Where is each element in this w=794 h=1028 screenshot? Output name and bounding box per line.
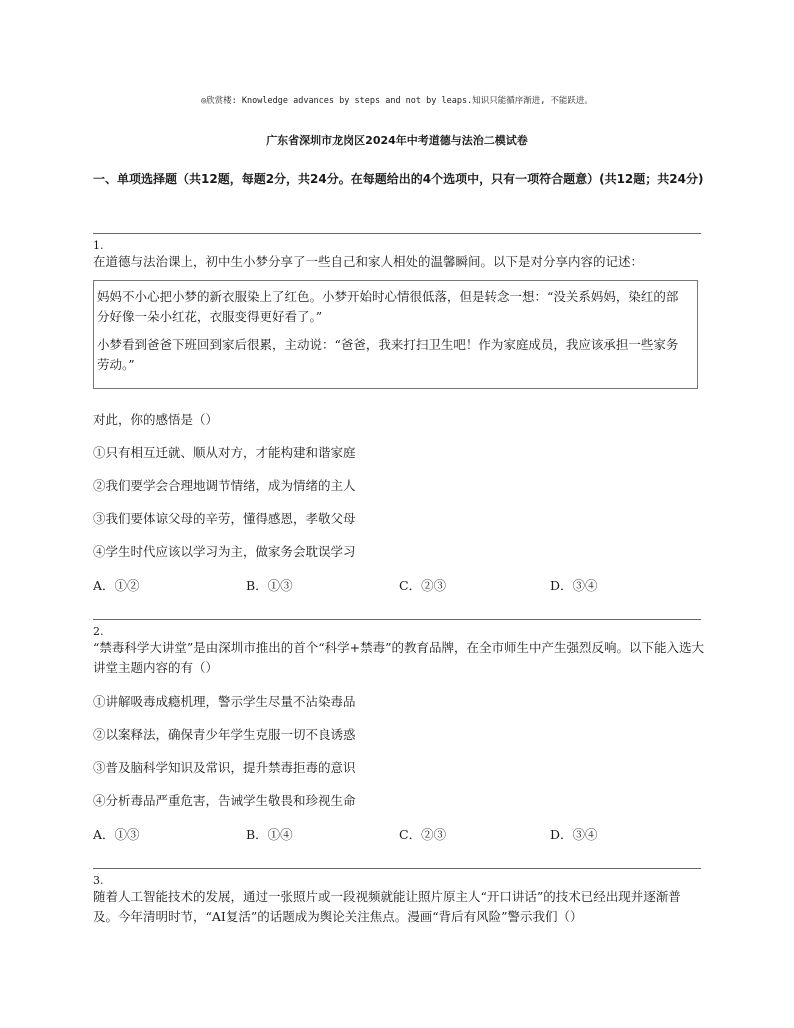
statement: ①讲解吸毒成瘾机理，警示学生尽量不沾染毒品 bbox=[93, 694, 356, 709]
question-number: 2. bbox=[93, 625, 104, 638]
motto: ◎欣赏楼: Knowledge advances by steps and not by leaps.知识只能循序渐进, 不能跃进。 bbox=[201, 96, 593, 106]
statement: ②我们要学会合理地调节情绪，成为情绪的主人 bbox=[93, 478, 356, 493]
question-number: 1. bbox=[93, 239, 104, 252]
question-stem: “禁毒科学大讲堂”是由深圳市推出的首个“科学+禁毒”的教育品牌，在全市师生中产生强烈反响。以下能入选大讲堂主题内容的有（） bbox=[93, 640, 705, 675]
section-heading: 一、单项选择题（共12题，每题2分，共24分。在每题给出的4个选项中，只有一项符合题意）(共12题；共24分) bbox=[93, 172, 704, 186]
option-d[interactable]: D．③④ bbox=[550, 578, 598, 593]
question-divider bbox=[93, 868, 701, 869]
page-title: 广东省深圳市龙岗区2024年中考道德与法治二模试卷 bbox=[266, 134, 528, 147]
quote-paragraph: 小梦看到爸爸下班回到家后很累，主动说：“爸爸，我来打扫卫生吧！作为家庭成员，我应该承担一些家务劳动。” bbox=[97, 337, 679, 372]
statement: ③普及脑科学知识及常识，提升禁毒拒毒的意识 bbox=[93, 760, 356, 775]
option-a[interactable]: A．①② bbox=[93, 578, 140, 593]
question-stem: 随着人工智能技术的发展，通过一张照片或一段视频就能让照片原主人“开口讲话”的技术已经出现并逐渐普及。今年清明时节，“AI复活”的话题成为舆论关注焦点。漫画“背后有风险”警示我们（） bbox=[93, 889, 681, 924]
question-prompt: 对此，你的感悟是（） bbox=[93, 412, 219, 427]
statement: ②以案释法，确保青少年学生克服一切不良诱惑 bbox=[93, 727, 356, 742]
quote-box bbox=[93, 280, 698, 389]
question-stem: 在道德与法治课上，初中生小梦分享了一些自己和家人相处的温馨瞬间。以下是对分享内容的记述： bbox=[93, 254, 644, 269]
question-number: 3. bbox=[93, 874, 104, 887]
option-b[interactable]: B．①④ bbox=[246, 827, 293, 842]
option-d[interactable]: D．③④ bbox=[550, 827, 598, 842]
option-a[interactable]: A．①③ bbox=[93, 827, 140, 842]
quote-paragraph: 妈妈不小心把小梦的新衣服染上了红色。小梦开始时心情很低落，但是转念一想：“没关系妈妈，染红的部分好像一朵小红花，衣服变得更好看了。” bbox=[97, 289, 679, 324]
statement: ①只有相互迁就、顺从对方，才能构建和谐家庭 bbox=[93, 445, 356, 460]
question-divider bbox=[93, 233, 701, 234]
statement: ④分析毒品严重危害，告诫学生敬畏和珍视生命 bbox=[93, 793, 356, 808]
option-c[interactable]: C．②③ bbox=[399, 827, 447, 842]
option-b[interactable]: B．①③ bbox=[246, 578, 293, 593]
option-c[interactable]: C．②③ bbox=[399, 578, 447, 593]
statement: ③我们要体谅父母的辛劳，懂得感恩，孝敬父母 bbox=[93, 511, 356, 526]
question-divider bbox=[93, 619, 701, 620]
statement: ④学生时代应该以学习为主，做家务会耽误学习 bbox=[93, 544, 356, 559]
